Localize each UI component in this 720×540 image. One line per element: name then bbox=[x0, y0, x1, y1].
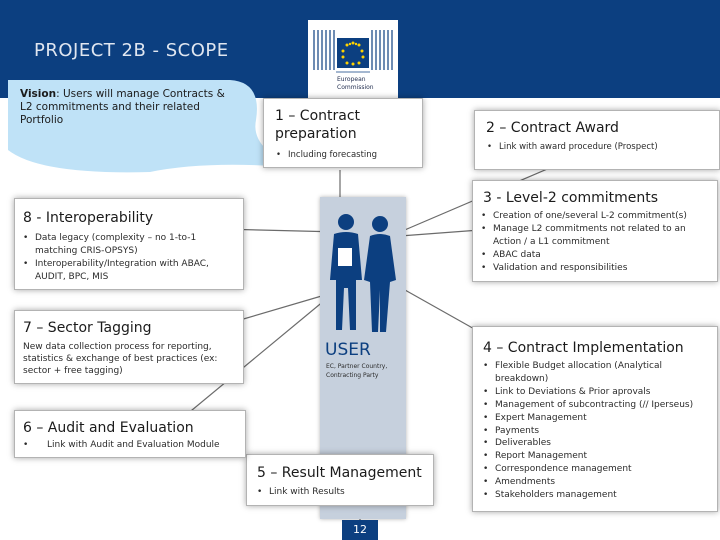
user-subtitle: EC, Partner Country, Contracting Party bbox=[326, 363, 388, 379]
box-3-item: • Creation of one/several L-2 commitment(s) bbox=[481, 210, 711, 223]
box-audit-evaluation bbox=[14, 410, 246, 458]
box-4-item: • Management of subcontracting (// Iperseus) bbox=[483, 399, 711, 412]
box-contract-implementation bbox=[472, 326, 718, 512]
box-5-title: 5 – Result Management bbox=[257, 465, 422, 481]
box-4-item: • Amendments bbox=[483, 476, 711, 489]
box-3-item: • Manage L2 commitments not related to an Action / a L1 commitment bbox=[481, 223, 711, 249]
connector-3 bbox=[400, 230, 480, 236]
box-result-management bbox=[246, 454, 434, 506]
box-8-item: • Interoperability/Integration with ABAC, AUDIT, BPC, MIS bbox=[23, 258, 237, 284]
box-sector-tagging bbox=[14, 310, 244, 384]
user-label: USER bbox=[325, 340, 371, 360]
box-4-item: • Link to Deviations & Prior aprovals bbox=[483, 386, 711, 399]
box-3-item: • Validation and responsibilities bbox=[481, 262, 711, 275]
box-4-item: • Stakeholders management bbox=[483, 489, 711, 502]
box-4-item: • Flexible Budget allocation (Analytical breakdown) bbox=[483, 360, 711, 386]
vision-text bbox=[20, 88, 225, 127]
logo-line-1: European bbox=[337, 76, 366, 83]
box-1-item: • Including forecasting bbox=[276, 149, 416, 162]
users-silhouette-icon bbox=[324, 210, 404, 338]
box-3-title: 3 - Level-2 commitments bbox=[483, 190, 659, 206]
box-contract-preparation bbox=[263, 98, 423, 168]
box-8-title: 8 - Interoperability bbox=[23, 210, 154, 226]
box-5-item: • Link with Results bbox=[257, 486, 427, 499]
box-4-item: • Report Management bbox=[483, 450, 711, 463]
logo-line-2: Commission bbox=[337, 84, 374, 91]
box-4-item: • Expert Management bbox=[483, 412, 711, 425]
box-3-item: • ABAC data bbox=[481, 249, 711, 262]
box-interoperability bbox=[14, 198, 244, 290]
box-4-item: • Payments bbox=[483, 425, 711, 438]
box-level2-commitments bbox=[472, 180, 718, 282]
box-4-item: • Deliverables bbox=[483, 437, 711, 450]
box-2-title: 2 – Contract Award bbox=[486, 120, 619, 136]
box-4-title: 4 – Contract Implementation bbox=[483, 340, 684, 356]
box-4-item: • Correspondence management bbox=[483, 463, 711, 476]
page-number: 12 bbox=[342, 520, 378, 540]
box-7-title: 7 – Sector Tagging bbox=[23, 320, 152, 336]
box-2-item: • Link with award procedure (Prospect) bbox=[487, 141, 713, 154]
box-1-title: 1 – Contract preparation bbox=[275, 108, 361, 142]
box-7-text: New data collection process for reporting, statistics & exchange of best practices (ex: sector + free tagging) bbox=[23, 342, 218, 376]
box-contract-award bbox=[474, 110, 720, 170]
connector-7 bbox=[240, 295, 325, 320]
box-6-title: 6 – Audit and Evaluation bbox=[23, 420, 194, 436]
box-6-item: • Link with Audit and Evaluation Module bbox=[23, 439, 243, 452]
vision-label: Vision bbox=[20, 88, 57, 100]
page-title: PROJECT 2B - SCOPE bbox=[34, 40, 229, 61]
vision-description: : Users will manage Contracts & L2 commitments and their related Portfolio bbox=[20, 88, 225, 126]
box-8-item: • Data legacy (complexity – no 1-to-1 matching CRIS-OPSYS) bbox=[23, 232, 237, 258]
